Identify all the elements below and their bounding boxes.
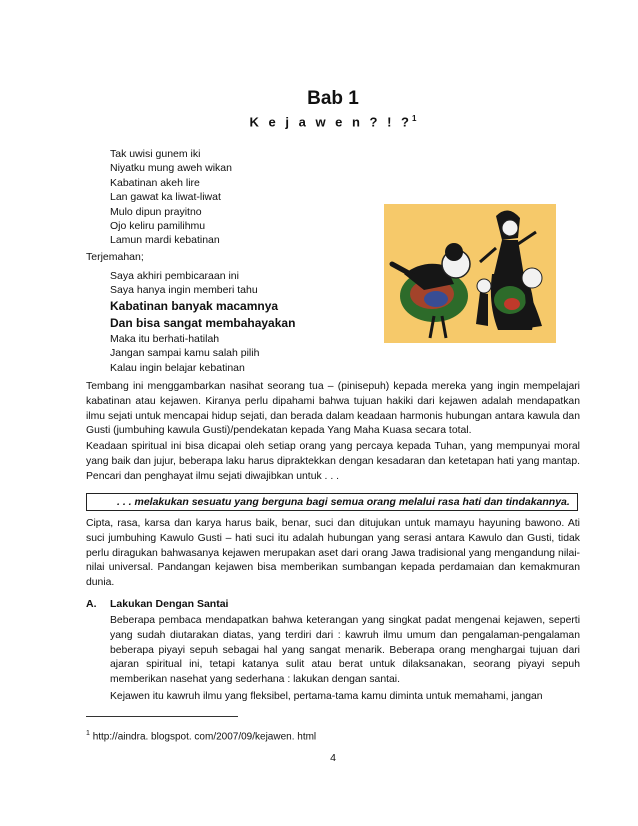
poem-line: Saya hanya ingin memberi tahu <box>110 284 258 297</box>
chapter-subtitle <box>0 114 638 129</box>
chapter-subtitle-text: K e j a w e n ? ! ? <box>249 114 412 130</box>
poem-line-emphasis: Dan bisa sangat membahayakan <box>110 315 296 330</box>
poem-javanese <box>110 147 232 248</box>
footnote-link[interactable]: http://aindra. blogspot. com/2007/09/kejawen. html <box>92 731 317 743</box>
footnote-reference[interactable]: 1 <box>412 114 417 123</box>
chapter-title: Bab 1 <box>307 88 359 109</box>
page-number: 4 <box>330 752 336 764</box>
poem-line: Lan gawat ka liwat-liwat <box>110 191 221 204</box>
translation-label: Terjemahan; <box>86 251 144 263</box>
footnote-number: 1 <box>86 730 90 737</box>
poem-line: Maka itu berhati-hatilah <box>110 332 220 345</box>
body-paragraph: Keadaan spiritual ini bisa dicapai oleh setiap orang yang percaya kepada Tuhan, yang mempunyai moral yang baik dan jujur, beberapa laku harus dipraktekkan dengan kesadaran dan ketetapan hati yang mantap. Pencari dan penghayat ilmu sejati diwajibkan untuk . . . <box>86 441 580 482</box>
poem-line: Kalau ingin belajar kebatinan <box>110 361 245 374</box>
section-paragraph: Beberapa pembaca mendapatkan bahwa keterangan yang singkat padat mengenai kejawen, seperti yang sudah diutarakan diatas, yang terdiri dari : kawruh ilmu umum dan pengalaman-pengalaman beberapa piyayi sepuh sebagai hal yang sangat menarik. Beberapa orang menghargai tujuan dari ajaran spiritual ini, tetapi katanya sulit atau berat untuk dilaksanakan, seorang piyayi sepuh memberikan nasehat yang sederhana : lakukan dengan santai. <box>110 615 580 686</box>
body-paragraph: Cipta, rasa, karsa dan karya harus baik, benar, suci dan ditujukan untuk mamayu hayuning bawono. Ati suci jumbuhing Kawulo Gusti – hati suci itu adalah hubungan yang serasi antara Kawulo dan Gusti, tidak perlu diragukan bahwasanya kejawen merupakan aset dari orang Jawa tradisional yang mengandung nilai-nilai universal. Pandangan kejawen bisa memberikan sumbangan kepada perdamaian dan kemakmuran dunia. <box>86 518 580 589</box>
section-title: Lakukan Dengan Santai <box>110 598 229 610</box>
poem-line: Tak uwisi gunem iki <box>110 148 201 160</box>
footnote <box>86 730 316 742</box>
section-paragraph: Kejawen itu kawruh ilmu yang fleksibel, pertama-tama kamu diminta untuk memahami, jangan <box>110 691 543 702</box>
poem-line: Ojo keliru pamilihmu <box>110 220 206 233</box>
wayang-puppets-illustration <box>384 204 556 343</box>
poem-line: Mulo dipun prayitno <box>110 205 202 218</box>
poem-line: Niyatku mung aweh wikan <box>110 162 232 175</box>
poem-line: Jangan sampai kamu salah pilih <box>110 347 260 360</box>
poem-line: Kabatinan akeh lire <box>110 176 200 189</box>
poem-line-emphasis: Kabatinan banyak macamnya <box>110 298 279 313</box>
poem-line: Lamun mardi kebatinan <box>110 234 220 247</box>
section-letter: A. <box>86 598 97 610</box>
body-paragraph: Tembang ini menggambarkan nasihat seorang tua – (pinisepuh) kepada mereka yang ingin mempelajari kabatinan atau kejawen. Kiranya perlu dipahami bahwa tujuan hakiki dari kejawen adalah mendapatkan ilmu sejati untuk mencapai hidup sejati, dan berada dalam keadaan harmonis hubungan antara kawula dan Gusti (jumbuhing kawula Gusti)/pendekatan kepada Yang Maha Kuasa secara total. <box>86 381 580 437</box>
quote-box: . . . melakukan sesuatu yang berguna bagi semua orang melalui rasa hati dan tindakannya. <box>86 493 578 511</box>
poem-translation <box>110 269 295 375</box>
poem-line: Saya akhiri pembicaraan ini <box>110 270 239 282</box>
footnote-divider <box>86 716 238 717</box>
section-heading <box>86 598 228 610</box>
